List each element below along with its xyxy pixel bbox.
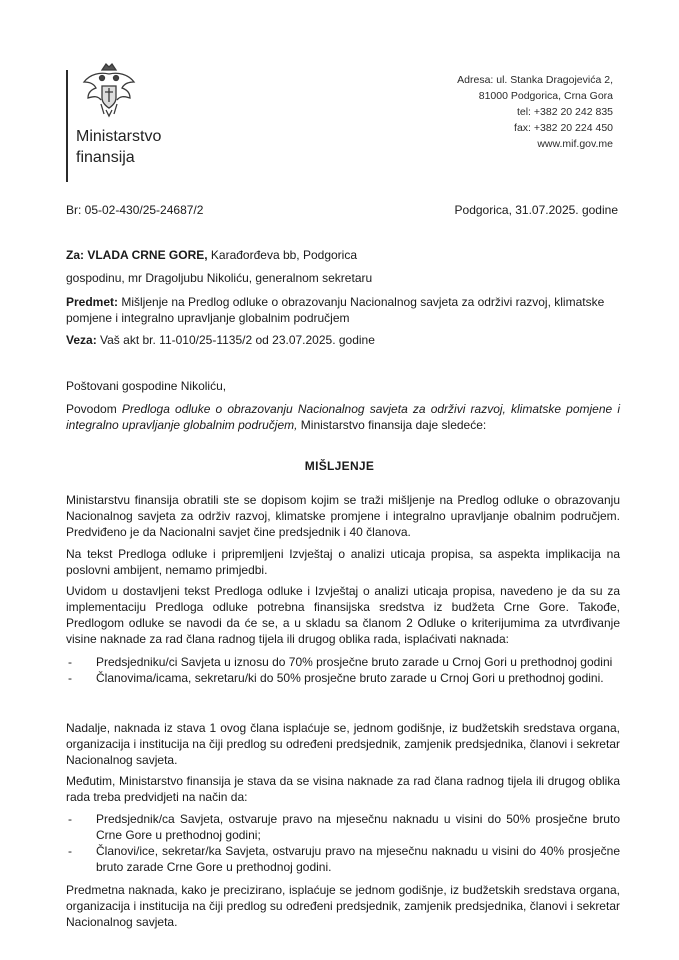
- list-item: - Članovi/ice, sekretar/ka Savjeta, ostvaruju pravo na mjesečnu naknadu u visini do 40% prosječne bruto zarade Crne Gore u prethodnoj godini.: [66, 843, 620, 875]
- intro-pre: Povodom: [66, 402, 122, 416]
- address-website[interactable]: www.mif.gov.me: [537, 138, 613, 150]
- opinion-heading: MIŠLJENJE: [304, 459, 375, 473]
- address-city: 81000 Podgorica, Crna Gora: [478, 90, 613, 102]
- address-street: Adresa: ul. Stanka Dragojevića 2,: [457, 74, 613, 86]
- header-divider: [66, 70, 68, 182]
- ministry-name-line2: finansija: [76, 149, 135, 166]
- address-phone: tel: +382 20 242 835: [516, 106, 613, 118]
- recipient-line: [66, 247, 620, 263]
- salutation: Poštovani gospodine Nikoliću,: [66, 379, 227, 393]
- subject-line: [66, 294, 620, 326]
- list-item: - Predsjednik/ca Savjeta, ostvaruje pravo na mjesečnu naknadu u visini do 50% prosječne bruto Crne Gore u prethodnoj godini;: [66, 811, 620, 843]
- paragraph-5: Međutim, Ministarstvo finansija je stava da se visina naknade za rad člana radnog tijela ili drugog oblika rada treba predvidjeti na način da:: [66, 774, 620, 804]
- recipient-name: VLADA CRNE GORE,: [87, 248, 208, 262]
- coat-of-arms-icon: [80, 60, 138, 120]
- letter-date: Podgorica, 31.07.2025. godine: [454, 203, 618, 217]
- address-block: [353, 72, 613, 152]
- paragraph-6: Predmetna naknada, kako je precizirano, isplaćuje se jednom godišnje, iz budžetskih sredstava organa, organizacija i institucija na čiji predlog su određeni predsjednik, zamjenik predsjednika, članovi i sekretar Nacionalnog savjeta.: [66, 883, 620, 929]
- intro-post: Ministarstvo finansija daje sledeće:: [297, 418, 487, 432]
- list-item: - Predsjedniku/ci Savjeta u iznosu do 70% prosječne bruto zarade u Crnoj Gori u prethodnoj godini: [66, 654, 620, 670]
- address-fax: fax: +382 20 224 450: [514, 122, 613, 134]
- reference-link-line: [66, 332, 620, 348]
- compensation-list-current: [66, 654, 620, 686]
- list-item: - Članovima/icama, sekretaru/ki do 50% prosječne bruto zarade u Crnoj Gori u prethodnoj godini.: [66, 670, 620, 686]
- compensation-list-proposed: [66, 811, 620, 875]
- recipient-label: Za:: [66, 248, 84, 262]
- paragraph-2: Na tekst Predloga odluke i pripremljeni Izvještaj o analizi uticaja propisa, sa aspekta implikacija na poslovni ambijent, nemamo primjedbi.: [66, 547, 620, 577]
- intro-italic: Predloga odluke o obrazovanju Nacionalnog savjeta za održivi razvoj, klimatske pomjene i integralno upravljanje globalnim područjem,: [66, 402, 620, 432]
- intro-paragraph: [66, 401, 620, 433]
- recipient-address: Karađorđeva bb, Podgorica: [207, 248, 358, 262]
- link-label: Veza:: [66, 333, 97, 347]
- ministry-name-line1: Ministarstvo: [76, 128, 162, 145]
- link-text: Vaš akt br. 11-010/25-1135/2 od 23.07.2025. godine: [96, 333, 375, 347]
- reference-line: [66, 203, 616, 217]
- paragraph-1: Ministarstvu finansija obratili ste se dopisom kojim se traži mišljenje na Predlog odluke o obrazovanju Nacionalnog savjeta za održiv razvoj, klimatske promjene i integralno upravljanje obalnim područjem. Predviđeno je da Nacionalni savjet čine predsjednik i 40 članova.: [66, 493, 620, 539]
- recipient-person: gospodinu, mr Dragoljubu Nikoliću, generalnom sekretaru: [66, 271, 373, 285]
- ministry-name: [76, 126, 161, 168]
- reference-number: Br: 05-02-430/25-24687/2: [66, 203, 204, 217]
- subject-text: Mišljenje na Predlog odluke o obrazovanju Nacionalnog savjeta za održivi razvoj, klimatske pomjene i integralno upravljanje globalnim područjem: [66, 295, 605, 325]
- subject-label: Predmet:: [66, 295, 119, 309]
- paragraph-4: Nadalje, naknada iz stava 1 ovog člana isplaćuje se, jednom godišnje, iz budžetskih sredstava organa, organizacija i institucija na čiji predlog su određeni predsjednik, zamjenik predsjednika, članovi i sekretar Nacionalnog savjeta.: [66, 721, 620, 767]
- paragraph-3: Uvidom u dostavljeni tekst Predloga odluke i Izvještaj o analizi uticaja propisa, navedeno je da su za implementaciju Predloga odluke potrebna finansijska sredstva iz budžeta Crne Gore. Takođe, Predlogom odluke se navodi da će se, a u skladu sa članom 2 Odluke o kriterijumima za utvrđivanje visine naknade za rad člana radnog tijela ili drugog oblika rada, isplaćivati naknada:: [66, 584, 620, 646]
